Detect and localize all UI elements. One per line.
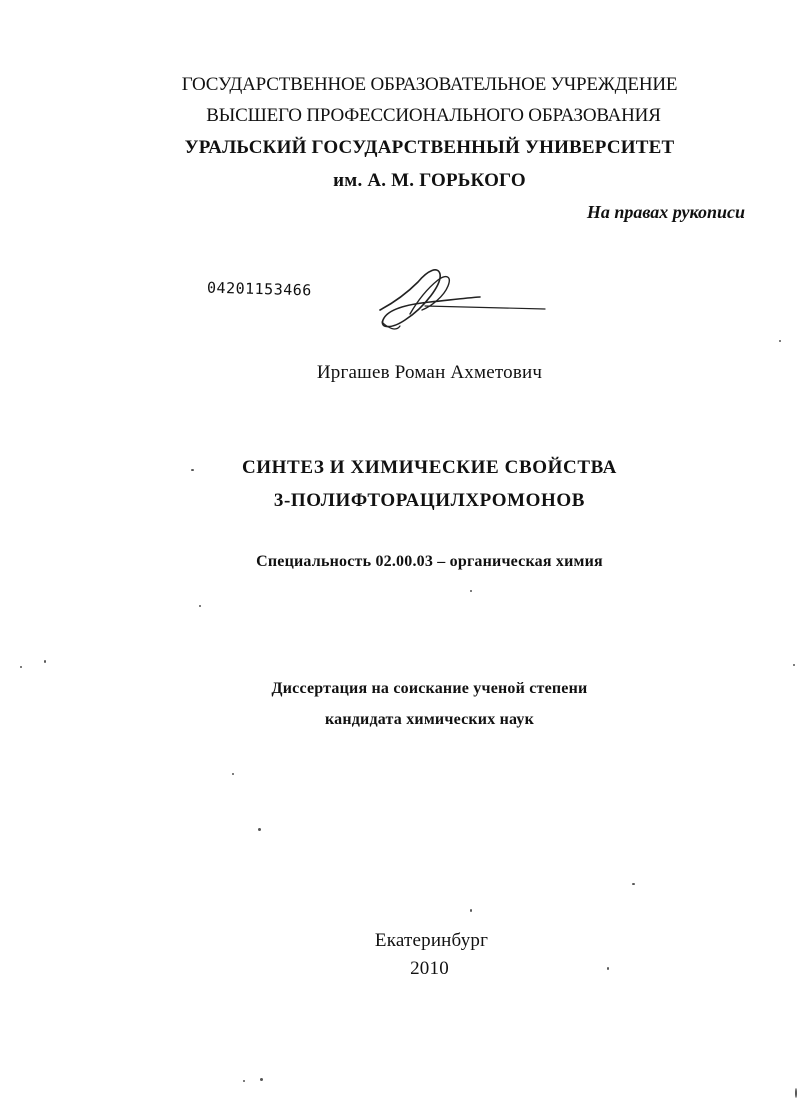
scan-speck bbox=[258, 828, 261, 831]
city: Екатеринбург bbox=[374, 930, 489, 951]
scan-speck bbox=[44, 660, 46, 663]
scan-speck bbox=[260, 1078, 263, 1081]
dissertation-line-1: Диссертация на соискание ученой степени bbox=[271, 680, 588, 697]
dissertation-line-2: кандидата химических наук bbox=[324, 711, 535, 728]
scan-speck bbox=[243, 1080, 245, 1082]
scan-speck bbox=[779, 340, 781, 342]
author-name: Иргашев Роман Ахметович bbox=[316, 362, 543, 383]
specialty: Специальность 02.00.03 – органическая химия bbox=[256, 553, 603, 570]
scan-speck bbox=[20, 666, 22, 668]
scan-speck bbox=[470, 909, 472, 912]
scan-speck bbox=[191, 469, 194, 471]
institution-line-1: ГОСУДАРСТВЕННОЕ ОБРАЗОВАТЕЛЬНОЕ УЧРЕЖДЕНИЕ bbox=[181, 74, 678, 95]
library-stamp-number: 04201153466 bbox=[206, 278, 313, 300]
scan-speck bbox=[199, 605, 201, 607]
institution-line-2: ВЫСШЕГО ПРОФЕССИОНАЛЬНОГО ОБРАЗОВАНИЯ bbox=[206, 105, 661, 126]
author-signature bbox=[370, 262, 550, 337]
scan-speck bbox=[793, 664, 795, 666]
scan-speck bbox=[232, 773, 234, 775]
scan-speck bbox=[795, 1088, 797, 1098]
scan-speck bbox=[470, 590, 472, 592]
university-name: УРАЛЬСКИЙ ГОСУДАРСТВЕННЫЙ УНИВЕРСИТЕТ bbox=[184, 137, 675, 158]
scan-speck bbox=[632, 883, 635, 885]
scan-speck bbox=[607, 967, 609, 970]
manuscript-note: На правах рукописи bbox=[586, 202, 745, 222]
thesis-title-line-1: СИНТЕЗ И ХИМИЧЕСКИЕ СВОЙСТВА bbox=[241, 457, 618, 478]
year: 2010 bbox=[410, 958, 449, 979]
university-namesake: им. А. М. ГОРЬКОГО bbox=[333, 170, 526, 191]
thesis-title-line-2: 3-ПОЛИФТОРАЦИЛХРОМОНОВ bbox=[273, 490, 586, 511]
